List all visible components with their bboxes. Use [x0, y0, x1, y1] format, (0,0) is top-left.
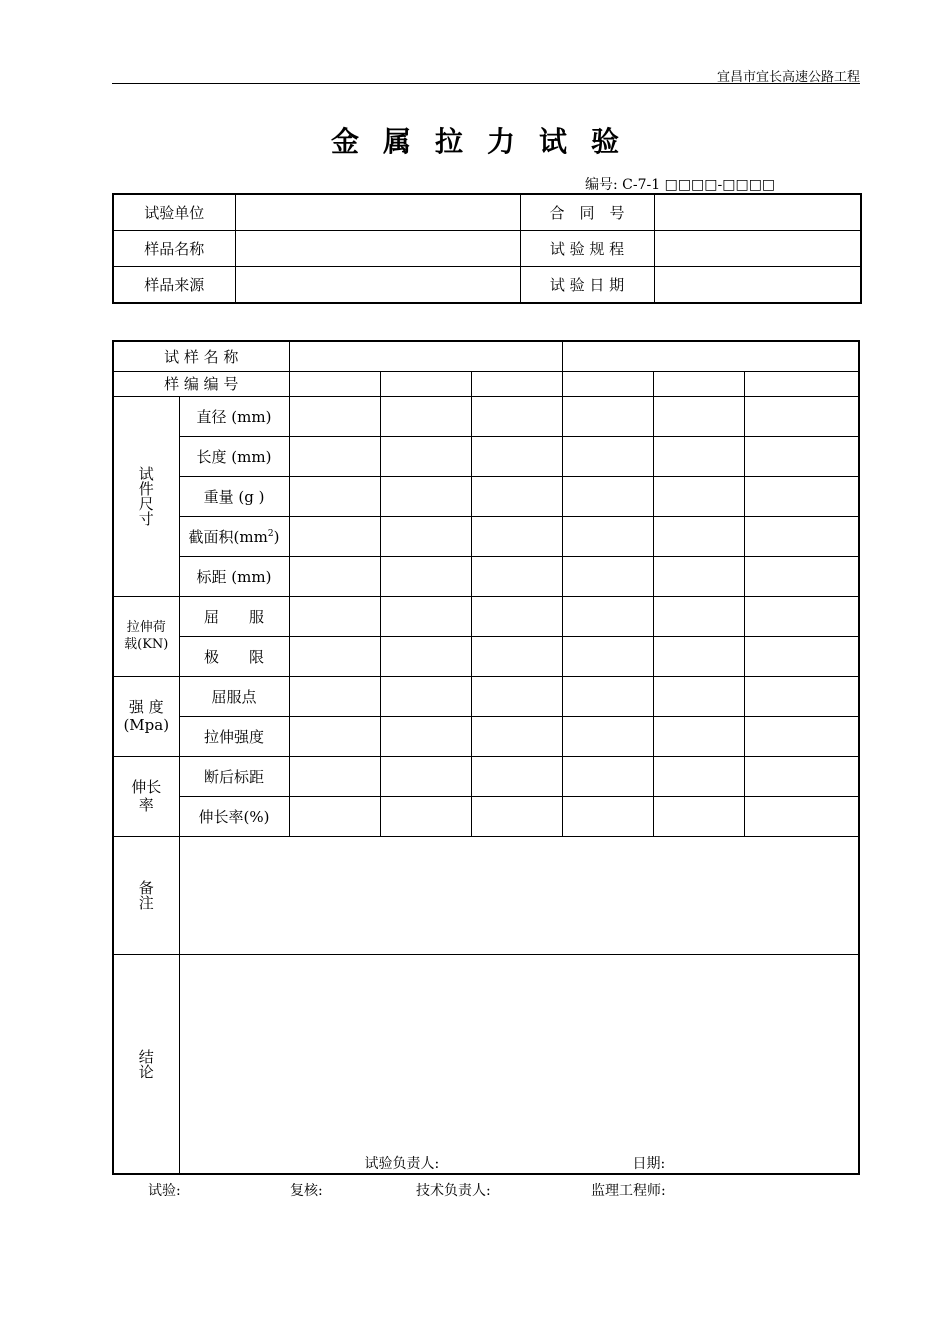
cell[interactable] — [562, 756, 653, 796]
cell[interactable] — [653, 556, 744, 596]
cell[interactable] — [562, 436, 653, 476]
cell[interactable] — [289, 596, 380, 636]
label-remarks: 备注 — [113, 836, 179, 954]
cell[interactable] — [380, 676, 471, 716]
cell[interactable] — [562, 516, 653, 556]
cell[interactable] — [289, 756, 380, 796]
test-responsible-label: 试验负责人: — [364, 1156, 440, 1172]
cell[interactable] — [471, 596, 562, 636]
cell[interactable] — [471, 676, 562, 716]
label-weight: 重量 (g ) — [179, 476, 289, 516]
label-yield-point: 屈服点 — [179, 676, 289, 716]
cell[interactable] — [562, 476, 653, 516]
label-yield: 屈 服 — [179, 596, 289, 636]
label-after-gauge: 断后标距 — [179, 756, 289, 796]
label-specimen-no: 样 编 编 号 — [113, 371, 289, 396]
project-header: 宜昌市宜长高速公路工程 — [716, 70, 860, 85]
cell[interactable] — [471, 371, 562, 396]
cell[interactable] — [744, 476, 859, 516]
label-conclusion: 结论 — [113, 954, 179, 1174]
cell[interactable] — [744, 636, 859, 676]
cell[interactable] — [471, 796, 562, 836]
value-test-unit[interactable] — [235, 194, 520, 231]
info-table — [112, 193, 862, 304]
cell[interactable] — [380, 756, 471, 796]
footer-tech-lead: 技术负责人: — [416, 1183, 491, 1199]
page-title: 金属拉力试验 — [330, 125, 643, 158]
cell[interactable] — [653, 716, 744, 756]
cell[interactable] — [562, 396, 653, 436]
value-specimen-name-1[interactable] — [289, 341, 562, 371]
cell[interactable] — [562, 796, 653, 836]
label-test-unit: 试验单位 — [113, 194, 235, 231]
cell[interactable] — [653, 596, 744, 636]
value-contract-no[interactable] — [654, 194, 861, 231]
cell[interactable] — [653, 676, 744, 716]
cell[interactable] — [380, 556, 471, 596]
header-rule — [112, 83, 860, 84]
date-label: 日期: — [632, 1156, 666, 1172]
cell[interactable] — [562, 716, 653, 756]
label-test-date: 试 验 日 期 — [520, 267, 654, 304]
cell[interactable] — [289, 371, 380, 396]
cell[interactable] — [744, 436, 859, 476]
cell[interactable] — [471, 756, 562, 796]
cell[interactable] — [562, 636, 653, 676]
cell[interactable] — [653, 436, 744, 476]
label-test-standard: 试 验 规 程 — [520, 231, 654, 267]
cell[interactable] — [562, 556, 653, 596]
label-sample-source: 样品来源 — [113, 267, 235, 304]
cell[interactable] — [653, 371, 744, 396]
cell[interactable] — [471, 636, 562, 676]
cell[interactable] — [653, 636, 744, 676]
cell[interactable] — [744, 396, 859, 436]
label-sample-name: 样品名称 — [113, 231, 235, 267]
cell[interactable] — [744, 516, 859, 556]
cell[interactable] — [380, 436, 471, 476]
label-contract-no: 合 同 号 — [520, 194, 654, 231]
group-load: 拉伸荷 载(KN) — [113, 596, 179, 676]
cell[interactable] — [289, 676, 380, 716]
cell[interactable] — [471, 556, 562, 596]
value-sample-name[interactable] — [235, 231, 520, 267]
value-conclusion[interactable] — [179, 954, 859, 1174]
cell[interactable] — [653, 476, 744, 516]
cell[interactable] — [653, 516, 744, 556]
document-number: 编号: C-7-1 □□□□-□□□□ — [585, 177, 776, 193]
value-remarks[interactable] — [179, 836, 859, 954]
label-specimen-name: 试 样 名 称 — [113, 341, 289, 371]
cell[interactable] — [744, 716, 859, 756]
cell[interactable] — [289, 516, 380, 556]
cell[interactable] — [289, 436, 380, 476]
label-diameter: 直径 (mm) — [179, 396, 289, 436]
value-test-date[interactable] — [654, 267, 861, 304]
cell[interactable] — [653, 396, 744, 436]
footer-supervisor: 监理工程师: — [591, 1183, 666, 1199]
label-length: 长度 (mm) — [179, 436, 289, 476]
cell[interactable] — [471, 436, 562, 476]
cell[interactable] — [744, 371, 859, 396]
value-test-standard[interactable] — [654, 231, 861, 267]
label-tensile-strength: 拉伸强度 — [179, 716, 289, 756]
cell[interactable] — [744, 676, 859, 716]
value-specimen-name-2[interactable] — [562, 341, 859, 371]
group-dimensions: 试件尺寸 — [113, 396, 179, 596]
cell[interactable] — [562, 676, 653, 716]
cell[interactable] — [471, 476, 562, 516]
cell[interactable] — [562, 371, 653, 396]
cell[interactable] — [653, 756, 744, 796]
cell[interactable] — [380, 636, 471, 676]
group-elongation: 伸长率 — [113, 756, 179, 836]
cell[interactable] — [289, 636, 380, 676]
footer-tester: 试验: — [148, 1183, 181, 1199]
cell[interactable] — [471, 516, 562, 556]
cell[interactable] — [380, 371, 471, 396]
cell[interactable] — [471, 396, 562, 436]
footer-reviewer: 复核: — [290, 1183, 323, 1199]
cell[interactable] — [289, 396, 380, 436]
label-gauge: 标距 (mm) — [179, 556, 289, 596]
cell[interactable] — [380, 476, 471, 516]
label-area: 截面积$(mm^2)$ — [179, 516, 289, 556]
value-sample-source[interactable] — [235, 267, 520, 304]
cell[interactable] — [380, 716, 471, 756]
cell[interactable] — [380, 596, 471, 636]
label-elongation: 伸长率(%) — [179, 796, 289, 836]
cell[interactable] — [744, 796, 859, 836]
cell[interactable] — [289, 556, 380, 596]
cell[interactable] — [289, 476, 380, 516]
cell[interactable] — [471, 716, 562, 756]
label-limit: 极 限 — [179, 636, 289, 676]
test-table — [112, 340, 860, 1175]
cell[interactable] — [744, 596, 859, 636]
cell[interactable] — [289, 796, 380, 836]
cell[interactable] — [380, 396, 471, 436]
cell[interactable] — [380, 516, 471, 556]
cell[interactable] — [653, 796, 744, 836]
cell[interactable] — [289, 716, 380, 756]
cell[interactable] — [744, 756, 859, 796]
cell[interactable] — [744, 556, 859, 596]
cell[interactable] — [562, 596, 653, 636]
cell[interactable] — [380, 796, 471, 836]
group-strength: 强 度 (Mpa) — [113, 676, 179, 756]
